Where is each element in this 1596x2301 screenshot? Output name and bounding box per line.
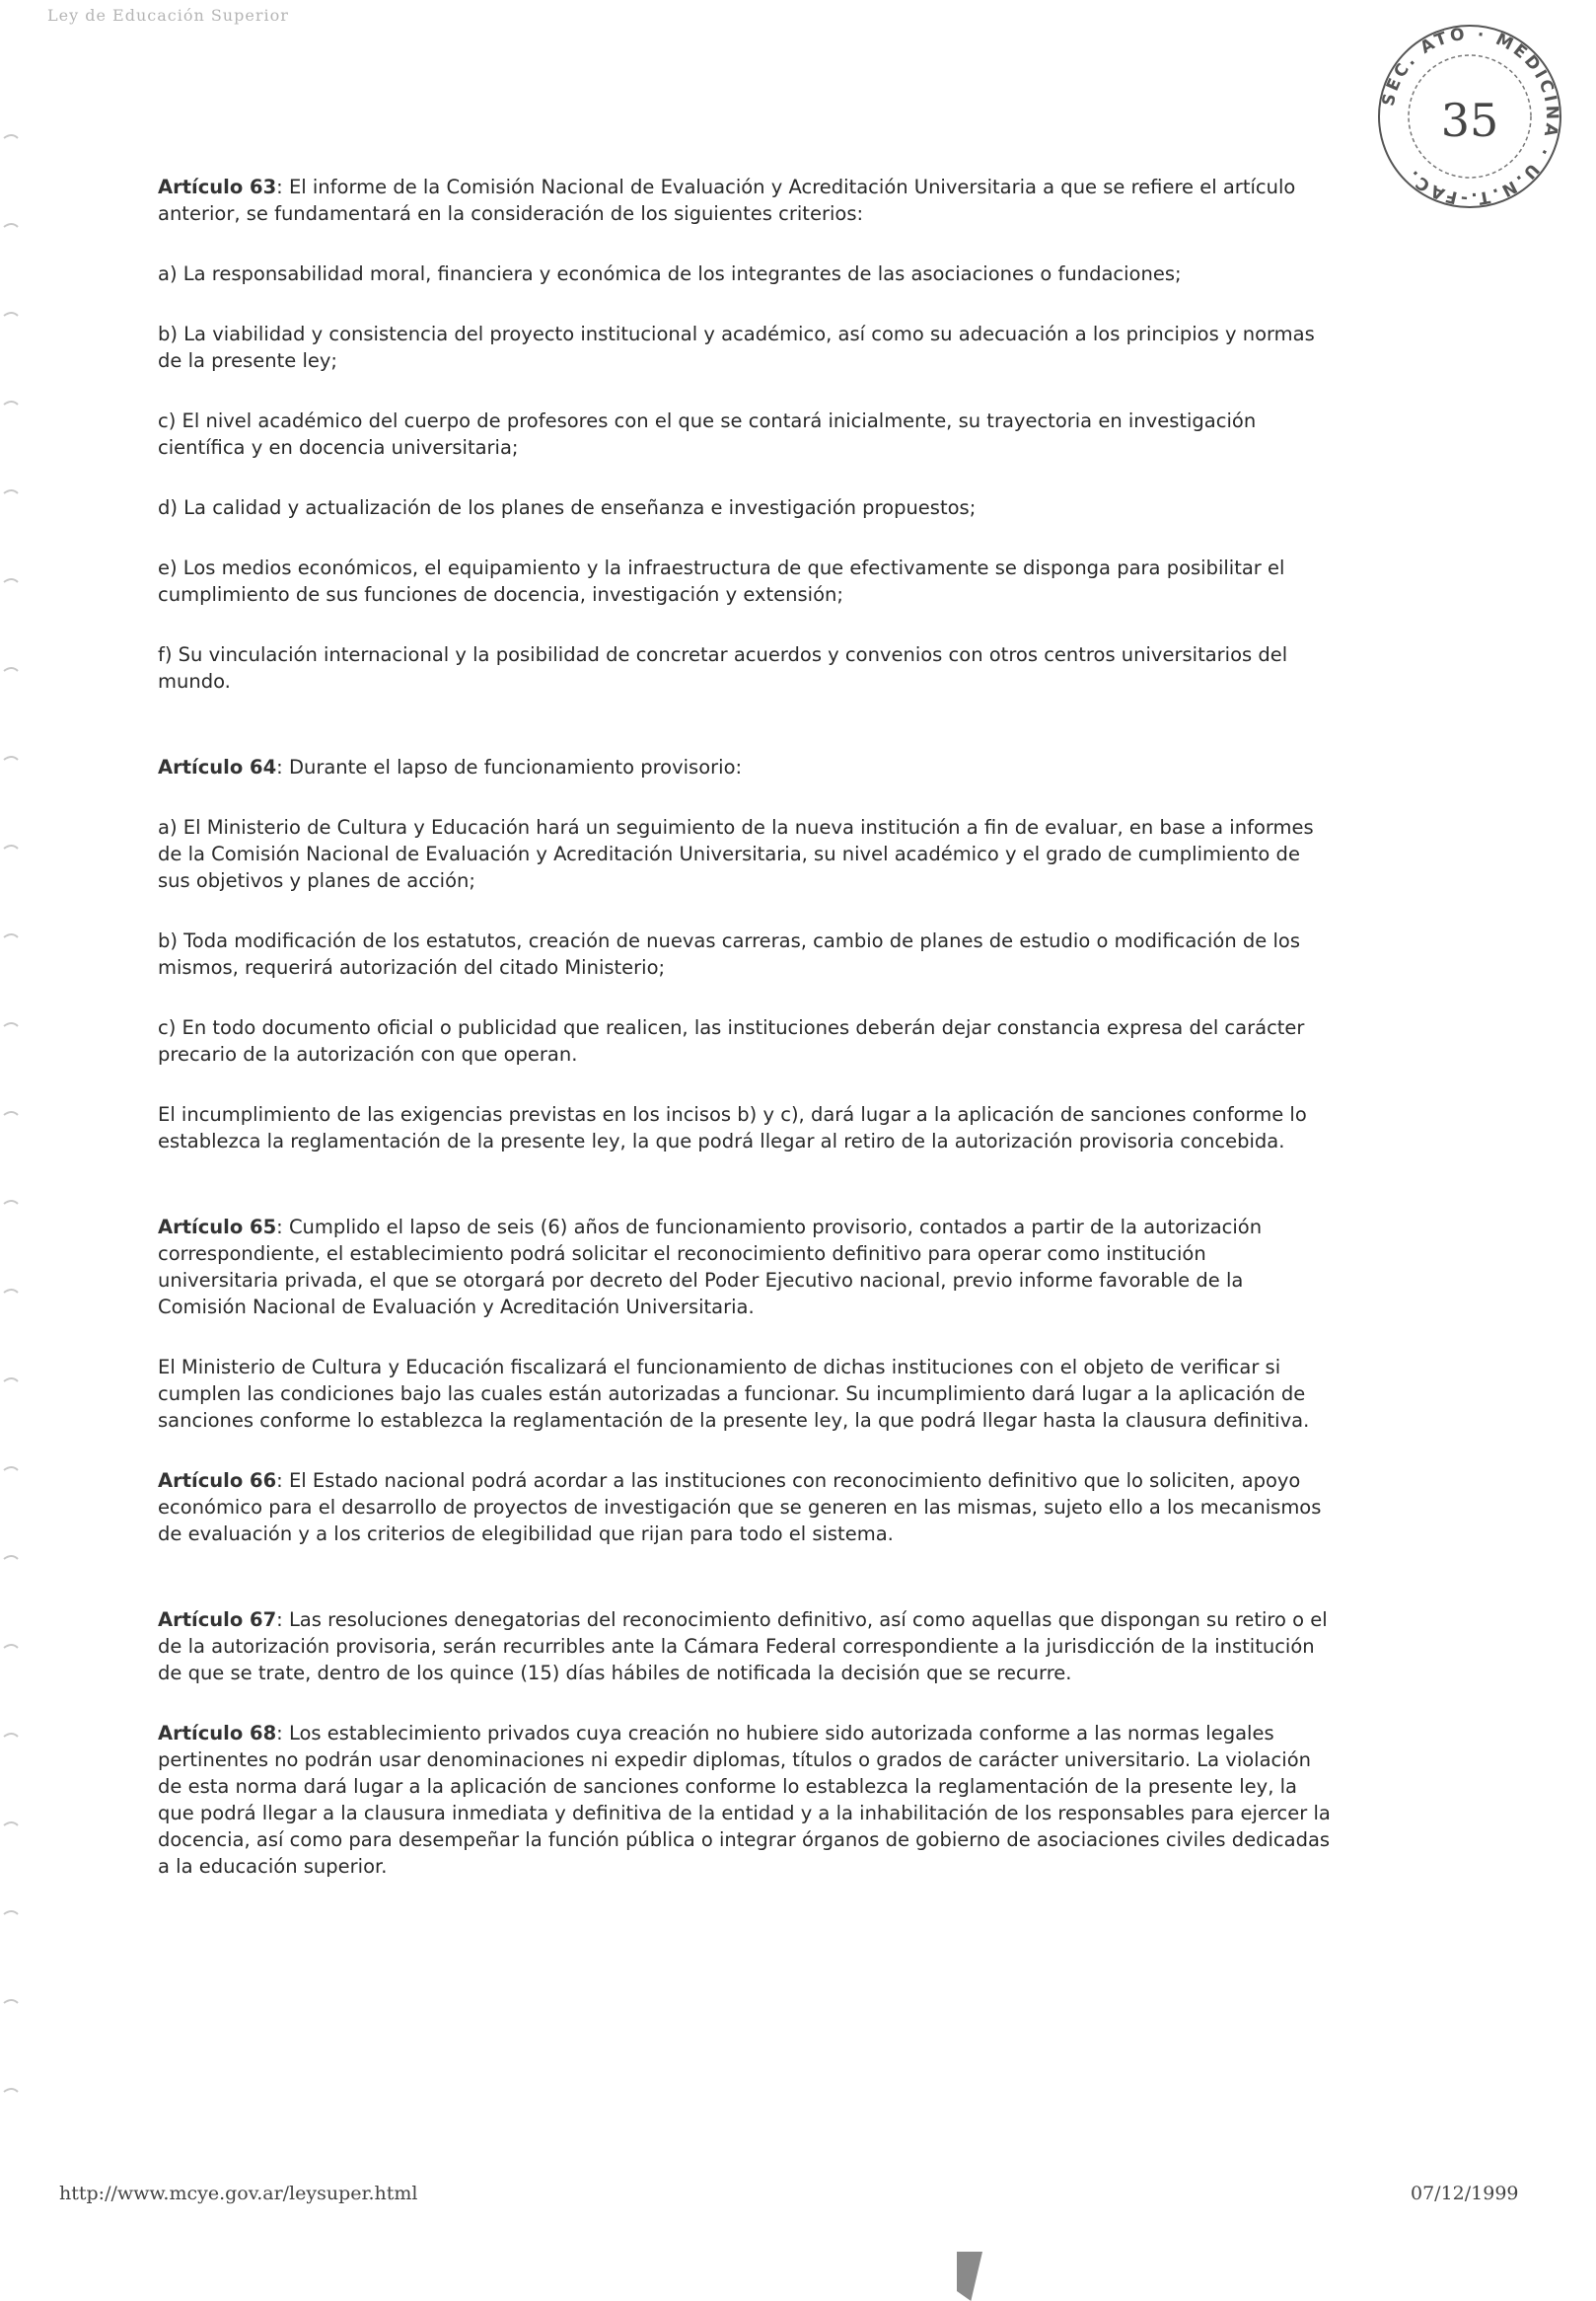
scan-shadow-mark — [957, 2252, 982, 2301]
article-text: : Los establecimiento privados cuya creación no hubiere sido autorizada conforme a las normas legales pertinentes no podrán usar denominaciones ni expedir diplomas, títulos o grados de carácter universitario. La violación de esta norma dará lugar a la aplicación de sanciones conforme lo establezca la reglamentación de la presente ley, la que podrá llegar a la clausura inmediata y definitiva de la entidad y a la inhabilitación de los responsables para ejercer la docencia, así como para desempeñar la función pública o integrar órganos de gobierno de asociaciones civiles dedicadas a la educación superior. — [158, 1722, 1331, 1878]
article-64-item-b: b) Toda modificación de los estatutos, creación de nuevas carreras, cambio de planes de estudio o modificación de los mismos, requerirá autorización del citado Ministerio; — [158, 929, 1300, 979]
criterion-c: c) El nivel académico del cuerpo de profesores con el que se contará inicialmente, su trayectoria en investigación científica y en docencia universitaria; — [158, 409, 1257, 459]
institution-seal-stamp — [1371, 18, 1568, 215]
seal-number: 35 — [1440, 94, 1499, 147]
criterion-e: e) Los medios económicos, el equipamiento y la infraestructura de que efectivamente se disponga para posibilitar el cumplimiento de sus funciones de docencia, investigación y extensión; — [158, 557, 1285, 606]
page-header-faint: Ley de Educación Superior — [47, 6, 289, 25]
law-article-body — [158, 174, 1332, 1913]
binding-edge-marks — [0, 0, 20, 2301]
article-label: Artículo 63 — [158, 176, 277, 198]
article-65-second: El Ministerio de Cultura y Educación fiscalizará el funcionamiento de dichas instituciones con el objeto de verificar si cumplen las condiciones bajo las cuales están autorizadas a funcionar. Su incumplimiento dará lugar a la aplicación de sanciones conforme lo establezca la reglamentación de la presente ley, la que podrá llegar hasta la clausura definitiva. — [158, 1356, 1310, 1432]
article-63-intro — [158, 174, 1332, 227]
article-67 — [158, 1606, 1332, 1686]
article-text: : El Estado nacional podrá acordar a las instituciones con reconocimiento definitivo que lo soliciten, apoyo económico para el desarrollo de proyectos de investigación que se generen en las mismas, sujeto ello a los mecanismos de evaluación y a los criterios de elegibilidad que rijan para todo el sistema. — [158, 1469, 1322, 1545]
article-text: : Cumplido el lapso de seis (6) años de funcionamiento provisorio, contados a partir de la autorización correspondiente, el establecimiento podrá solicitar el reconocimiento definitivo para operar como institución universitaria privada, el que se otorgará por decreto del Poder Ejecutivo nacional, previo informe favorable de la Comisión Nacional de Evaluación y Acreditación Universitaria. — [158, 1216, 1263, 1318]
article-label: Artículo 64 — [158, 756, 277, 779]
article-label: Artículo 67 — [158, 1608, 277, 1631]
article-text: : Durante el lapso de funcionamiento provisorio: — [276, 756, 743, 779]
article-64-item-a: a) El Ministerio de Cultura y Educación hará un seguimiento de la nueva institución a fin de evaluar, en base a informes de la Comisión Nacional de Evaluación y Acreditación Universitaria, su nivel académico y el grado de cumplimiento de sus objetivos y planes de acción; — [158, 816, 1314, 892]
article-text: : Las resoluciones denegatorias del reconocimiento definitivo, así como aquellas que dispongan su retiro o el de la autorización provisoria, serán recurribles ante la Cámara Federal correspondiente a la jurisdicción de la institución de que se trate, dentro de los quince (15) días hábiles de notificada la decisión que se recurre. — [158, 1608, 1328, 1684]
footer-url: http://www.mcye.gov.ar/leysuper.html — [59, 2183, 418, 2204]
criterion-a: a) La responsabilidad moral, financiera y económica de los integrantes de las asociaciones o fundaciones; — [158, 262, 1182, 285]
seal-ring-text: SEC. ATO · MEDICINA · U.N.T.-FAC. — [1378, 24, 1562, 209]
article-text: : El informe de la Comisión Nacional de Evaluación y Acreditación Universitaria a que se refiere el artículo anterior, se fundamentará en la consideración de los siguientes criterios: — [158, 176, 1296, 225]
article-64-item-c: c) En todo documento oficial o publicidad que realicen, las instituciones deberán dejar constancia expresa del carácter precario de la autorización con que operan. — [158, 1016, 1305, 1066]
article-64-intro — [158, 754, 1332, 780]
criterion-f: f) Su vinculación internacional y la posibilidad de concretar acuerdos y convenios con otros centros universitarios del mundo. — [158, 643, 1288, 693]
article-label: Artículo 66 — [158, 1469, 277, 1492]
footer-date: 07/12/1999 — [1411, 2183, 1519, 2204]
article-64-closing: El incumplimiento de las exigencias previstas en los incisos b) y c), dará lugar a la aplicación de sanciones conforme lo establezca la reglamentación de la presente ley, la que podrá llegar al retiro de la autorización provisoria concebida. — [158, 1103, 1307, 1152]
criterion-b: b) La viabilidad y consistencia del proyecto institucional y académico, así como su adecuación a los principios y normas de la presente ley; — [158, 323, 1315, 372]
criterion-d: d) La calidad y actualización de los planes de enseñanza e investigación propuestos; — [158, 496, 977, 519]
article-label: Artículo 65 — [158, 1216, 277, 1238]
article-label: Artículo 68 — [158, 1722, 277, 1744]
article-68 — [158, 1720, 1332, 1880]
article-66 — [158, 1467, 1332, 1547]
article-65 — [158, 1214, 1332, 1320]
